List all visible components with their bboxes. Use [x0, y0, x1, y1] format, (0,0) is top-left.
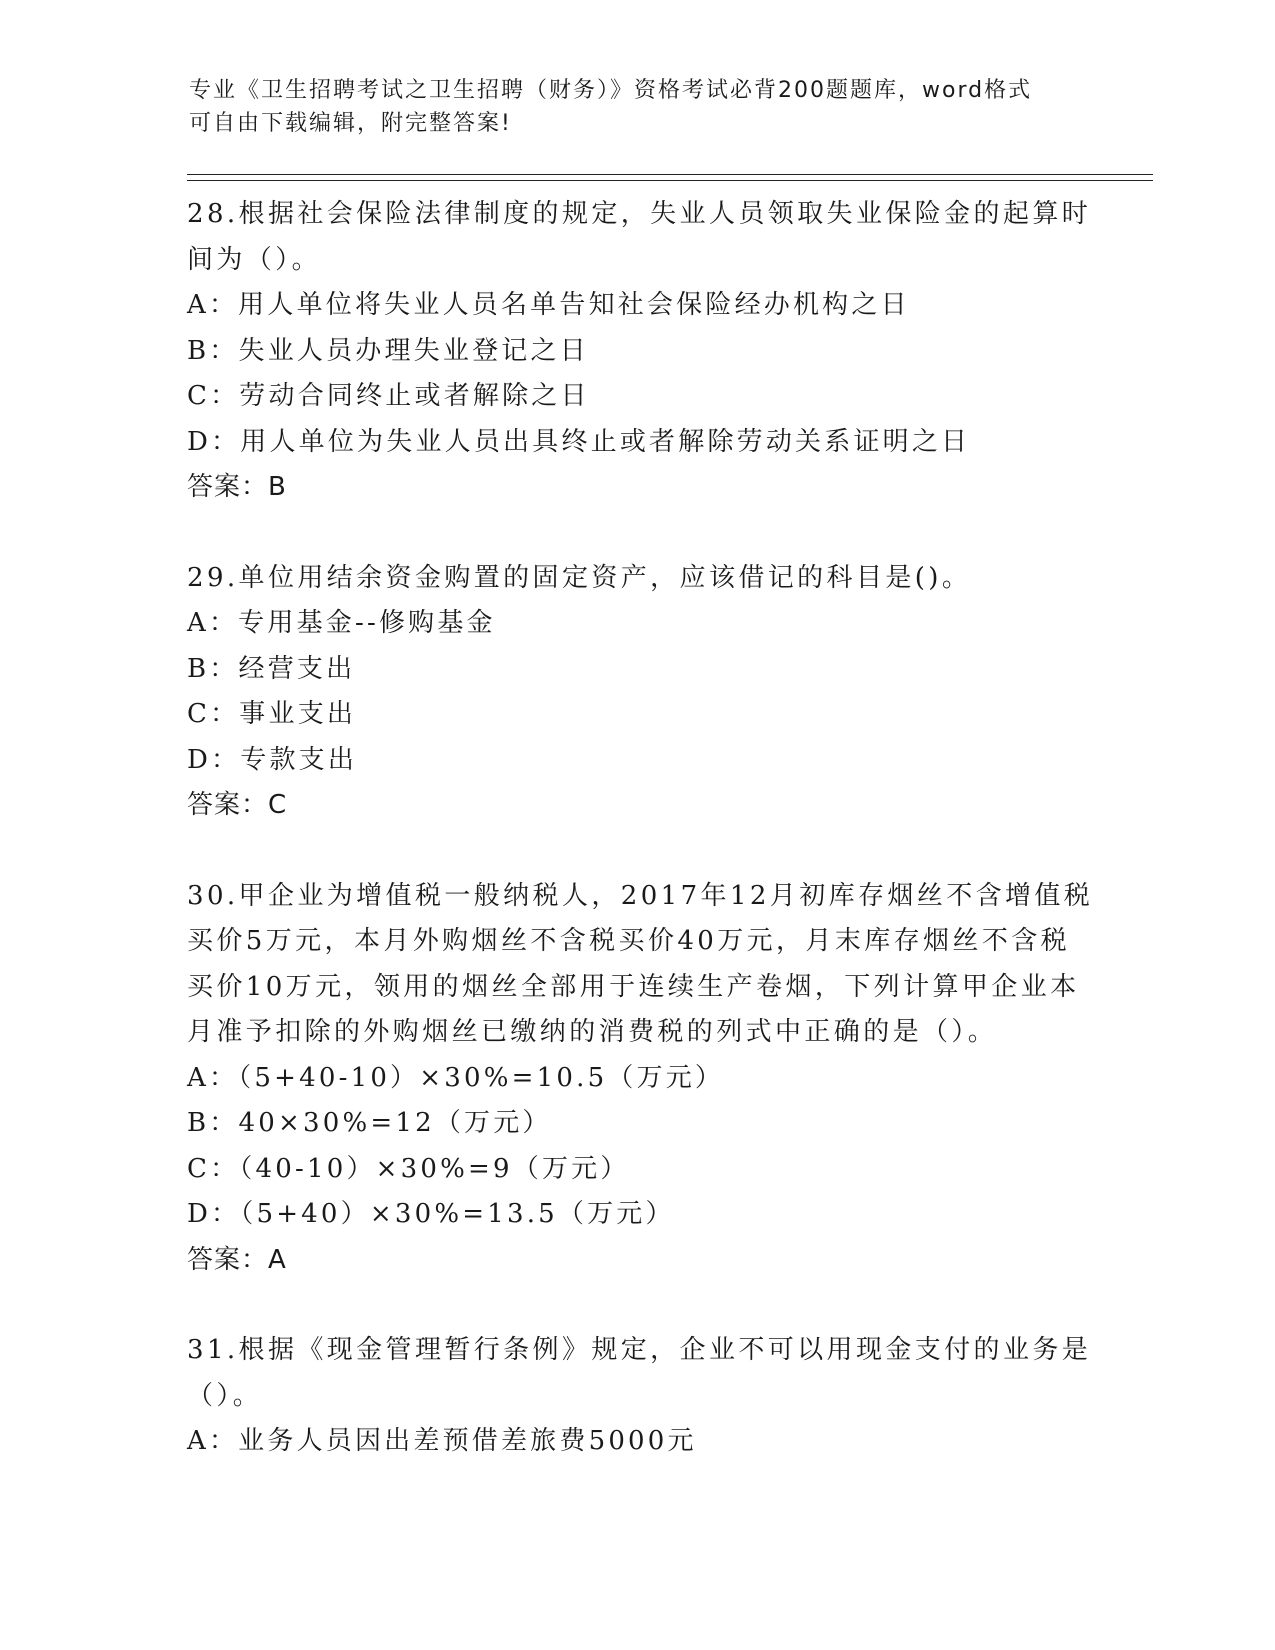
question-30: [187, 874, 1094, 1284]
option-a: A：用人单位将失业人员名单告知社会保险经办机构之日: [187, 290, 910, 320]
spacer: [187, 829, 1087, 874]
question-stem: [187, 192, 1092, 283]
option-b: B：失业人员办理失业登记之日: [187, 335, 589, 366]
document-header: [189, 74, 1069, 140]
option-a: A：（5+40-10）×30%=10.5（万元）: [187, 1062, 725, 1093]
question-list: [187, 192, 1094, 1465]
option-b: B：经营支出: [187, 653, 356, 684]
option-c: C：事业支出: [187, 699, 357, 729]
header-rule-bottom: [187, 180, 1153, 181]
stem-line: 28.根据社会保险法律制度的规定，失业人员领取失业保险金的起算时: [187, 199, 1092, 229]
option-d: D：（5+40）×30%=13.5（万元）: [187, 1199, 675, 1229]
answer: 答案：A: [187, 1244, 287, 1275]
question-stem: [187, 874, 1094, 1056]
spacer: [187, 1283, 1087, 1328]
option-c: C：（40-10）×30%=9（万元）: [187, 1153, 630, 1184]
header-line-1: 专业《卫生招聘考试之卫生招聘（财务）》资格考试必背200题题库，word格式: [189, 78, 1033, 103]
spacer: [187, 511, 1087, 556]
option-c: C：劳动合同终止或者解除之日: [187, 381, 590, 411]
stem-line: 买价5万元，本月外购烟丝不含税买价40万元，月末库存烟丝不含税: [187, 926, 1071, 956]
option-a: A：业务人员因出差预借差旅费5000元: [187, 1426, 697, 1456]
question-31: [187, 1328, 1092, 1465]
option-d: D：用人单位为失业人员出具终止或者解除劳动关系证明之日: [187, 426, 971, 457]
stem-line: 31.根据《现金管理暂行条例》规定，企业不可以用现金支付的业务是: [187, 1335, 1092, 1365]
option-a: A：专用基金--修购基金: [187, 608, 496, 638]
option-b: B：40×30%=12（万元）: [187, 1108, 552, 1138]
stem-line: 30.甲企业为增值税一般纳税人，2017年12月初库存烟丝不含增值税: [187, 880, 1094, 911]
question-28: [187, 192, 1092, 511]
stem-line: （）。: [187, 1380, 263, 1411]
stem-line: 29.单位用结余资金购置的固定资产，应该借记的科目是()。: [187, 562, 972, 593]
answer: 答案：C: [187, 790, 288, 820]
answer: 答案：B: [187, 472, 287, 502]
stem-line: 买价10万元，领用的烟丝全部用于连续生产卷烟，下列计算甲企业本: [187, 971, 1080, 1002]
question-stem: [187, 556, 1087, 602]
option-d: D：专款支出: [187, 744, 358, 775]
stem-line: 间为（）。: [187, 244, 322, 275]
stem-line: 月准予扣除的外购烟丝已缴纳的消费税的列式中正确的是（）。: [187, 1017, 998, 1047]
header-rule-top: [187, 174, 1153, 175]
question-29: [187, 556, 1087, 829]
header-line-2: 可自由下载编辑，附完整答案!: [189, 111, 512, 136]
question-stem: [187, 1328, 1092, 1419]
